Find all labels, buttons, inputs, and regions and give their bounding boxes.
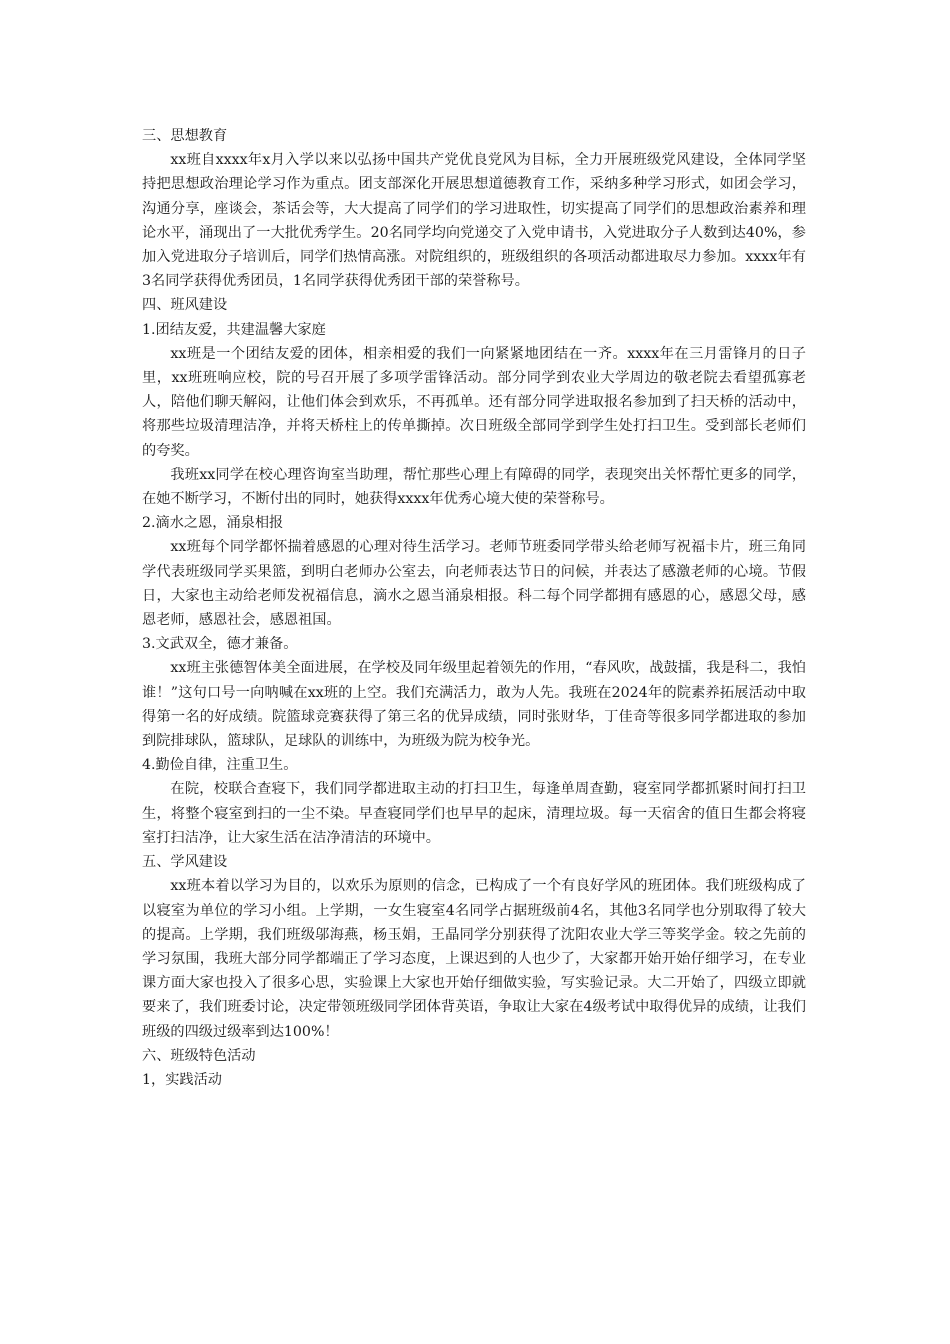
section-heading-study-style: 五、学风建设 xyxy=(142,854,228,871)
paragraph-hygiene: 在院，校联合查寝下，我们同学都进取主动的打扫卫生，每逢单周查勤，寝室同学都抓紧时间打扫卫生，将整个寝室到扫的一尘不染。早查寝同学们也早早的起床，清理垃圾。每一天宿舍的值日生都会将寝室打扫洁净，让大家生活在洁净清洁的环境中。 xyxy=(142,781,806,846)
section-heading-class-style: 四、班风建设 xyxy=(142,297,228,314)
paragraph-gratitude: xx班每个同学都怀揣着感恩的心理对待生活学习。老师节班委同学带头给老师写祝福卡片，班三角同学代表班级同学买果篮，到明白老师办公室去，向老师表达节日的问候，并表达了感激老师的心境。节假日，大家也主动给老师发祝福信息，滴水之恩当涌泉相报。科二每个同学都拥有感恩的心，感恩父母，感恩老师，感恩社会，感恩祖国。 xyxy=(142,539,806,629)
subheading-practice: 1，实践活动 xyxy=(142,1071,222,1088)
paragraph-study-style: xx班本着以学习为目的，以欢乐为原则的信念，已构成了一个有良好学风的班团体。我们班级构成了以寝室为单位的学习小组。上学期，一女生寝室4名同学占据班级前4名，其他3名同学也分别取得了较大的提高。上学期，我们班级邬海燕，杨玉娟，王晶同学分别获得了沈阳农业大学三等奖学金。较之先前的学习氛围，我班大部分同学都端正了学习态度，上课迟到的人也少了，大家都开始开始仔细学习，在专业课方面大家也投入了很多心思，实验课上大家也开始仔细做实验，写实验记录。大二开始了，四级立即就要来了，我们班委讨论，决定带领班级同学团体背英语，争取让大家在4级考试中取得优异的成绩，让我们班级的四级过级率到达100%！ xyxy=(142,878,806,1040)
subheading-unity: 1.团结友爱，共建温馨大家庭 xyxy=(142,321,326,338)
paragraph-psych-assistant: 我班xx同学在校心理咨询室当助理，帮忙那些心理上有障碍的同学，表现突出关怀帮忙更多的同学，在她不断学习，不断付出的同时，她获得xxxx年优秀心境大使的荣誉称号。 xyxy=(142,466,806,508)
subheading-gratitude: 2.滴水之恩，涌泉相报 xyxy=(142,515,284,532)
document-body xyxy=(142,124,806,1092)
paragraph-unity: xx班是一个团结友爱的团体，相亲相爱的我们一向紧紧地团结在一齐。xxxx年在三月雷锋月的日子里，xx班班响应校，院的号召开展了多项学雷锋活动。部分同学到农业大学周边的敬老院去看望孤寡老人，陪他们聊天解闷，让他们体会到欢乐，不再孤单。还有部分同学进取报名参加到了扫天桥的活动中，将那些垃圾清理洁净，并将天桥柱上的传单撕掉。次日班级全部同学到学生处打扫卫生。受到部长老师们的夸奖。 xyxy=(142,345,806,459)
paragraph-ideology: xx班自xxxx年x月入学以来以弘扬中国共产党优良党风为目标，全力开展班级党风建设，全体同学坚持把思想政治理论学习作为重点。团支部深化开展思想道德教育工作，采纳多种学习形式，如团会学习，沟通分享，座谈会，茶话会等，大大提高了同学们的学习进取性，切实提高了同学们的思想政治素养和理论水平，涌现出了一大批优秀学生。20名同学均向党递交了入党申请书，入党进取分子人数到达40%，参加入党进取分子培训后，同学们热情高涨。对院组织的，班级组织的各项活动都进取尽力参加。xxxx年有3名同学获得优秀团员，1名同学获得优秀团干部的荣誉称号。 xyxy=(142,152,806,290)
section-heading-ideology: 三、思想教育 xyxy=(142,128,228,144)
paragraph-all-round: xx班主张德智体美全面进展，在学校及同年级里起着领先的作用，“春风吹，战鼓擂，我是科二，我怕谁！”这句口号一向呐喊在xx班的上空。我们充满活力，敢为人先。我班在2024年的院素养拓展活动中取得第一名的好成绩。院篮球竞赛获得了第三名的优异成绩，同时张财华，丁佳奇等很多同学都进取的参加到院排球队，篮球队，足球队的训练中，为班级为院为校争光。 xyxy=(142,660,806,750)
subheading-all-round: 3.文武双全，德才兼备。 xyxy=(142,636,298,653)
section-heading-activities: 六、班级特色活动 xyxy=(142,1047,256,1064)
subheading-hygiene: 4.勤俭自律，注重卫生。 xyxy=(142,757,298,774)
